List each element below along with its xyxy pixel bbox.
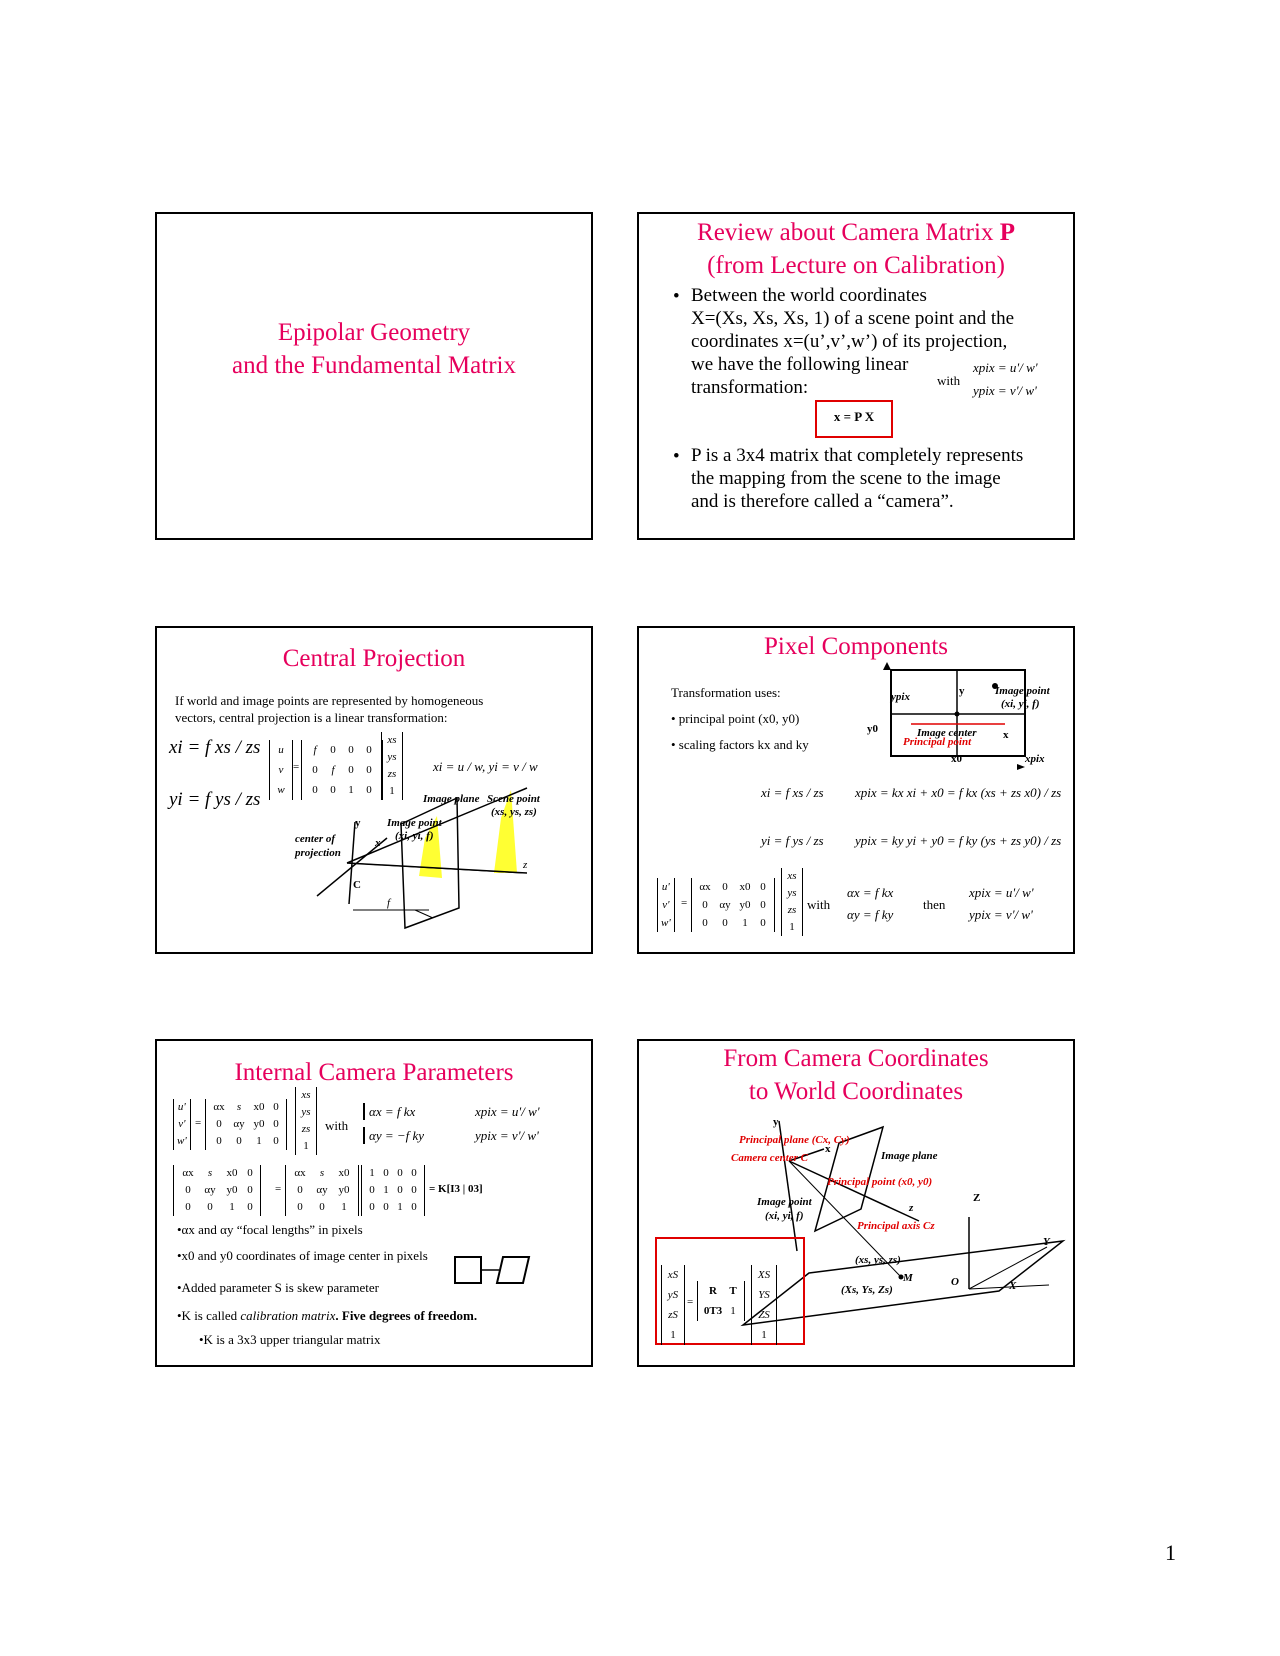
res-xpix: xpix = u'/ w'	[475, 1104, 540, 1119]
label-image-point-coords: (xi, yi, f)	[765, 1210, 804, 1222]
label-image-plane: Image plane	[423, 793, 480, 805]
xpix-arrow	[1017, 764, 1025, 770]
bullet-skew: •Added parameter S is skew parameter	[177, 1280, 380, 1295]
bullet-upper-triangular: •K is a 3x3 upper triangular matrix	[199, 1332, 381, 1347]
equals-sign: =	[275, 1183, 282, 1195]
label-y: y	[959, 685, 965, 697]
title-line-1: Review about Camera Matrix	[697, 219, 1000, 246]
vector-world-coords: XS YS ZS 1	[751, 1265, 777, 1345]
slide-title	[639, 216, 1073, 282]
intro-text: If world and image points are represented by homogeneous vectors, central projection is a linear transformation:	[175, 693, 484, 725]
label-y: y	[355, 817, 361, 829]
label-image-point-coords: (xi, yi, f)	[1001, 698, 1040, 710]
eq-yi: yi = f ys / zs	[761, 833, 824, 848]
identity-matrix: 1 0 0 0 0 1 0 0 0 0 1 0	[361, 1165, 425, 1216]
central-projection-diagram	[157, 628, 593, 954]
page-number: 1	[1165, 1540, 1176, 1565]
skewed-pixel	[497, 1257, 529, 1283]
slide-epipolar-title	[155, 212, 593, 540]
vector-xyz1: xs ys zs 1	[781, 868, 803, 936]
f-arrow	[415, 910, 433, 918]
label-x: x	[375, 837, 381, 849]
label-image-center: Image center	[917, 727, 977, 739]
slide-internal-camera-parameters	[155, 1039, 593, 1367]
eq-xpix: xpix = u'/ w'	[973, 360, 1038, 375]
label-y: y	[773, 1116, 779, 1128]
then-label: then	[923, 897, 946, 912]
with-label: with	[937, 373, 961, 388]
ypix-arrow	[883, 662, 891, 670]
slide-pixel-components	[637, 626, 1075, 954]
equals-sign: =	[681, 897, 688, 909]
eq-yi: yi = f ys / zs	[169, 789, 261, 810]
title-line-2: to World Coordinates	[748, 1078, 964, 1105]
with-label: with	[325, 1118, 349, 1133]
vector-uvw: u' v' w'	[173, 1099, 191, 1150]
boxed-equation: x = P X	[815, 400, 893, 438]
equals-sign: =	[687, 1296, 694, 1308]
slide-title: Internal Camera Parameters	[234, 1059, 514, 1086]
label-xpix: xpix	[1025, 753, 1045, 765]
label-X: X	[1009, 1280, 1017, 1292]
with-label: with	[807, 897, 831, 912]
label-principal-point: Principal point	[903, 736, 972, 748]
skew-diagram	[453, 1253, 533, 1289]
label-y0: y0	[867, 723, 878, 735]
eq-xi: xi = f xs / zs	[169, 737, 261, 758]
alpha-y-eq: αy = f ky	[847, 907, 894, 922]
label-principal-axis: Principal axis Cz	[857, 1220, 935, 1232]
label-f: f	[387, 897, 391, 909]
label-M: M	[903, 1272, 913, 1284]
slide-central-projection	[155, 626, 593, 954]
title-bold-p: P	[999, 219, 1015, 246]
bullet-principal-point: • principal point (x0, y0)	[671, 711, 800, 726]
res-xpix: xpix = u'/ w'	[969, 885, 1034, 900]
image-center-dot	[955, 712, 960, 717]
transformation-uses: Transformation uses:	[671, 685, 781, 700]
title-line-2: (from Lecture on Calibration)	[707, 252, 1005, 279]
bullet-1-text: Between the world coordinates X=(Xs, Xs, Xs, 1) of a scene point and the coordinates x=(u’,v’,w’) of its projection, we have the following linear transformation:	[691, 285, 1015, 398]
label-image-point: Image point	[757, 1196, 812, 1208]
title-line-2: and the Fundamental Matrix	[232, 352, 516, 379]
label-principal-plane: Principal plane (Cx, Cy)	[739, 1134, 850, 1146]
bullet-dot: •	[673, 286, 680, 307]
label-image-point: Image point	[387, 817, 442, 829]
title-line-1: Epipolar Geometry	[277, 319, 471, 346]
slide-title: Pixel Components	[763, 633, 949, 660]
intrinsic-matrix: αx 0 x0 0 0 αy y0 0 0 0 1 0	[691, 878, 775, 932]
alpha-y-eq: αy = −f ky	[363, 1127, 424, 1144]
label-world-coords: (Xs, Ys, Zs)	[841, 1284, 893, 1296]
slide-camera-matrix-review	[637, 212, 1075, 540]
label-image-plane: Image plane	[881, 1150, 938, 1162]
vector-uvw: u v w	[269, 740, 293, 800]
k-result: = K[I3 | 03]	[429, 1183, 483, 1195]
equals-sign: =	[293, 761, 300, 773]
label-center-of-projection: center of projection	[295, 833, 341, 859]
label-z: z	[523, 859, 528, 871]
intrinsic-matrix: αx s x0 0 0 αy y0 0 0 0 1 0	[205, 1099, 287, 1150]
label-ypix: ypix	[891, 691, 910, 703]
title-line-1: From Camera Coordinates	[723, 1045, 989, 1072]
equals-sign: =	[195, 1117, 202, 1129]
alpha-x-eq: αx = f kx	[363, 1103, 415, 1120]
eq-xi: xi = f xs / zs	[761, 785, 824, 800]
bullet-2-text: P is a 3x4 matrix that completely represents the mapping from the scene to the image and is therefore called a “camera”.	[691, 445, 1024, 512]
eq-xi-yi-homog: xi = u / w, yi = v / w	[433, 759, 538, 774]
k-matrix-left: αx s x0 0 0 αy y0 0 0 0 1 0	[173, 1165, 261, 1216]
vector-uvw: u' v' w'	[657, 878, 675, 932]
res-ypix: ypix = v'/ w'	[969, 907, 1033, 922]
label-x0: x0	[951, 753, 962, 765]
label-principal-point: Principal point (x0, y0)	[827, 1176, 933, 1188]
slide-title: Central Projection	[282, 645, 466, 672]
label-image-point: Image point	[995, 685, 1050, 697]
bullet-calibration-matrix: •K is called calibration matrix. Five degrees of freedom.	[177, 1308, 478, 1323]
label-O: O	[951, 1276, 959, 1288]
label-scene-point-coords: (xs, ys, zs)	[491, 806, 537, 818]
vector-xyz1: xs ys zs 1	[381, 732, 403, 800]
label-x: x	[1003, 729, 1009, 741]
eq-ypix: ypix = ky yi + y0 = f ky (ys + zs y0) / zs	[855, 833, 1062, 848]
vector-xyz1: xs ys zs 1	[295, 1087, 317, 1155]
alpha-x-eq: αx = f kx	[847, 885, 894, 900]
label-Y: Y	[1043, 1236, 1050, 1248]
bullet-dot: •	[673, 446, 680, 467]
label-C: C	[353, 879, 361, 891]
eq-xpix: xpix = kx xi + x0 = f kx (xs + zs x0) / zs	[855, 785, 1062, 800]
vector-camera-coords: xS yS zS 1	[661, 1265, 685, 1345]
label-x: x	[825, 1143, 831, 1155]
bullet-image-center: •x0 and y0 coordinates of image center in pixels	[177, 1248, 428, 1263]
label-scene-point: Scene point	[487, 793, 540, 805]
slide-title	[157, 316, 591, 382]
label-camera-center: Camera center C	[731, 1152, 808, 1164]
bullet-focal-lengths: •αx and αy “focal lengths” in pixels	[177, 1222, 363, 1237]
square-pixel	[455, 1257, 481, 1283]
rt-matrix: R T 0T3 1	[697, 1281, 745, 1321]
slide-camera-to-world	[637, 1039, 1075, 1367]
label-Z: Z	[973, 1192, 981, 1204]
res-ypix: ypix = v'/ w'	[475, 1128, 539, 1143]
label-image-point-coords: (xi, yi, f)	[395, 830, 434, 842]
k-matrix-3x3: αx s x0 0 αy y0 0 0 1	[285, 1165, 359, 1216]
eq-ypix: ypix = v'/ w'	[973, 383, 1037, 398]
label-z: z	[909, 1202, 914, 1214]
bullet-scaling-factors: • scaling factors kx and ky	[671, 737, 809, 752]
label-small-coords: (xs, ys, zs)	[855, 1254, 901, 1266]
world-Y-axis	[969, 1247, 1047, 1289]
projection-matrix: f 0 0 0 0 f 0 0 0 0 1 0	[301, 740, 383, 800]
